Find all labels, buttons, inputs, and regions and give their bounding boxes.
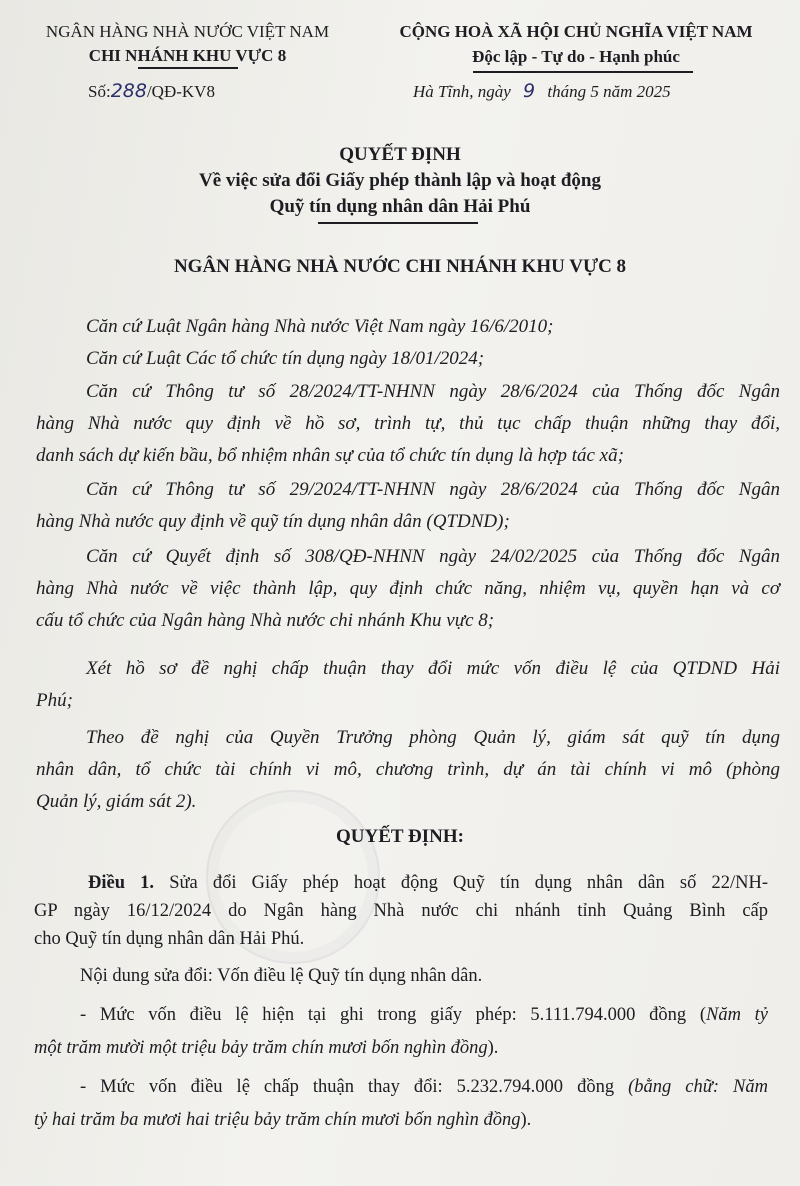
title-underline [318,222,478,224]
nation-name: CỘNG HOÀ XÃ HỘI CHỦ NGHĨA VIỆT NAM [399,22,753,41]
basis-line-6: Căn cứ Thông tư số 29/2024/TT-NHNN ngày 28/6/2024 của Thống đốc Ngân [86,479,780,500]
number-prefix: Số: [88,82,111,101]
basis-line-12: Phú; [36,690,73,711]
branch-underline [138,67,238,69]
basis-line-15: Quản lý, giám sát 2). [36,791,197,812]
article-1-line-3: cho Quỹ tín dụng nhân dân Hải Phú. [34,929,305,949]
new-capital-words: tỷ hai trăm ba mươi hai triệu bảy trăm chín mươi bốn nghìn đồng [34,1110,521,1130]
basis-line-3: Căn cứ Thông tư số 28/2024/TT-NHNN ngày 28/6/2024 của Thống đốc Ngân [86,381,780,402]
agency-name: NGÂN HÀNG NHÀ NƯỚC VIỆT NAM [45,22,330,41]
article-1-text: Sửa đổi Giấy phép hoạt động Quỹ tín dụng nhân dân số 22/NH- [169,873,768,893]
new-capital-figure: - Mức vốn điều lệ chấp thuận thay đổi: 5.232.794.000 đồng [80,1077,629,1097]
date-prefix: Hà Tĩnh, ngày [413,82,511,101]
amendment-content: Nội dung sửa đổi: Vốn điều lệ Quỹ tín dụng nhân dân. [80,966,483,986]
issuing-authority: NGÂN HÀNG NHÀ NƯỚC CHI NHÁNH KHU VỰC 8 [173,256,627,277]
article-1-line-2: GP ngày 16/12/2024 do Ngân hàng Nhà nước chi nhánh tỉnh Quảng Bình cấp [34,901,768,921]
handwritten-day: 9 [523,80,536,102]
basis-line-4: hàng Nhà nước quy định về hồ sơ, trình tự, thủ tục chấp thuận những thay đổi, [36,413,780,434]
current-capital-close: ). [487,1038,499,1058]
subject-line-1: Về việc sửa đổi Giấy phép thành lập và hoạt động [198,170,602,191]
basis-line-10: cấu tổ chức của Ngân hàng Nhà nước chi nhánh Khu vực 8; [36,610,495,631]
subject-line-2: Quỹ tín dụng nhân dân Hải Phú [269,196,531,217]
current-capital-words: một trăm mười một triệu bảy trăm chín mươi bốn nghìn đồng [34,1038,488,1058]
basis-line-7: hàng Nhà nước quy định về quỹ tín dụng nhân dân (QTDND); [36,511,510,532]
new-capital-close: ). [520,1110,532,1130]
basis-line-14: nhân dân, tổ chức tài chính vi mô, chương trình, dự án tài chính vi mô (phòng [36,759,780,780]
document-type: QUYẾT ĐỊNH [339,144,461,165]
basis-line-11: Xét hồ sơ đề nghị chấp thuận thay đổi mức vốn điều lệ của QTDND Hải [86,658,780,679]
article-1-line-1 [88,873,768,894]
basis-line-1: Căn cứ Luật Ngân hàng Nhà nước Việt Nam ngày 16/6/2010; [86,316,554,337]
decision-heading: QUYẾT ĐỊNH: [336,826,464,847]
date-suffix: tháng 5 năm 2025 [547,82,671,101]
handwritten-number: 288 [110,80,147,102]
motto-underline [473,71,693,73]
basis-line-13: Theo đề nghị của Quyền Trưởng phòng Quản lý, giám sát quỹ tín dụng [86,727,780,748]
new-capital-words-start: (bằng chữ: Năm [628,1077,768,1097]
current-capital-words-start: Năm tỷ [706,1005,768,1025]
basis-line-8: Căn cứ Quyết định số 308/QĐ-NHNN ngày 24/02/2025 của Thống đốc Ngân [86,546,780,567]
new-capital-line-1 [80,1077,768,1098]
issue-date [413,80,671,102]
article-1-label: Điều 1. [88,873,155,893]
number-suffix: /QĐ-KV8 [146,82,215,101]
national-motto: Độc lập - Tự do - Hạnh phúc [472,47,680,66]
current-capital-figure: - Mức vốn điều lệ hiện tại ghi trong giấy phép: 5.111.794.000 đồng ( [80,1005,706,1025]
current-capital-line-1 [80,1005,768,1026]
basis-line-9: hàng Nhà nước về việc thành lập, quy định chức năng, nhiệm vụ, quyền hạn và cơ [36,578,780,599]
new-capital-line-2 [34,1110,531,1131]
basis-line-5: danh sách dự kiến bầu, bổ nhiệm nhân sự của tổ chức tín dụng là hợp tác xã; [36,445,624,466]
basis-line-2: Căn cứ Luật Các tổ chức tín dụng ngày 18/01/2024; [86,348,485,369]
document-number [88,80,215,102]
branch-name: CHI NHÁNH KHU VỰC 8 [88,46,287,65]
current-capital-line-2 [34,1038,498,1059]
